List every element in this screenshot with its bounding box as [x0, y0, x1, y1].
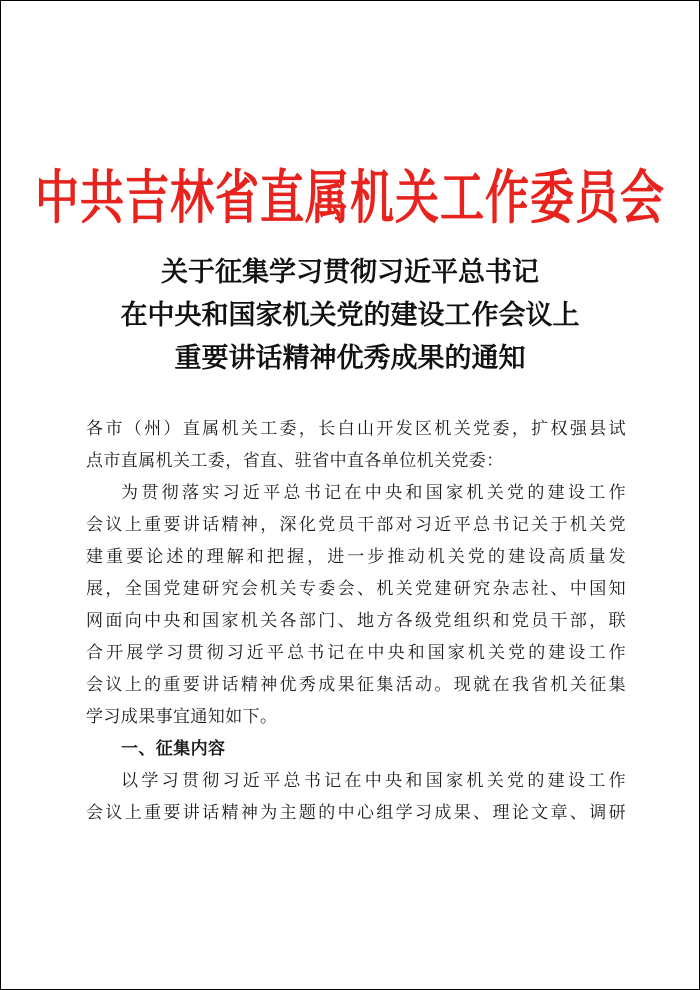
title-line: 关于征集学习贯彻习近平总书记 [161, 257, 539, 288]
paragraph-line: 会议上重要讲话精神为主题的中心组学习成果、理论文章、调研 [86, 803, 626, 823]
paragraph-line: 会议上的重要讲话精神优秀成果征集活动。现就在我省机关征集 [86, 675, 626, 695]
addressee-line: 点市直属机关工委，省直、驻省中直各单位机关党委： [86, 451, 504, 471]
section-heading: 一、征集内容 [121, 739, 226, 759]
paragraph-line: 展，全国党建研究会机关专委会、机关党建研究杂志社、中国知 [86, 579, 626, 599]
paragraph-line: 建重要论述的理解和把握，进一步推动机关党的建设高质量发 [86, 547, 626, 567]
addressee-line: 各市（州）直属机关工委，长白山开发区机关党委，扩权强县试 [86, 419, 626, 439]
org-header: 中共吉林省直属机关工作委员会 [35, 164, 665, 232]
document-body [86, 413, 626, 829]
document-title [1, 251, 699, 380]
title-line: 重要讲话精神优秀成果的通知 [174, 343, 526, 374]
paragraph-line: 合开展学习贯彻习近平总书记在中央和国家机关党的建设工作 [86, 643, 626, 663]
paragraph-line: 为贯彻落实习近平总书记在中央和国家机关党的建设工作 [121, 483, 626, 503]
paragraph-line: 网面向中央和国家机关各部门、地方各级党组织和党员干部，联 [86, 611, 626, 631]
paragraph-line: 会议上重要讲话精神，深化党员干部对习近平总书记关于机关党 [86, 515, 626, 535]
title-line: 在中央和国家机关党的建设工作会议上 [120, 300, 580, 331]
paragraph-line: 以学习贯彻习近平总书记在中央和国家机关党的建设工作 [121, 771, 626, 791]
paragraph-line: 学习成果事宜通知如下。 [86, 707, 278, 727]
